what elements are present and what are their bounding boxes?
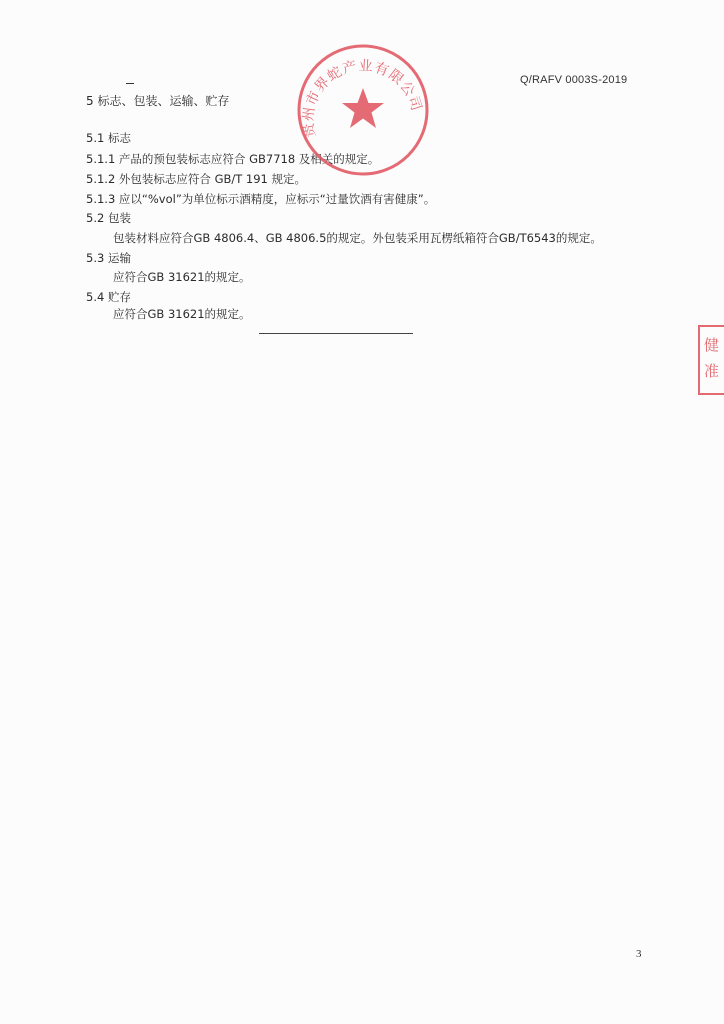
company-seal <box>293 40 433 180</box>
svg-text:健: 健 <box>704 336 720 354</box>
transport-text: 应符合GB 31621的规定。 <box>113 270 251 284</box>
page-number: 3 <box>636 948 642 960</box>
subsection-heading-packaging: 5.2 包装 <box>86 211 131 225</box>
seal-text: 贵州市界蛇产业有限公司 <box>300 58 425 139</box>
clause-5-1-3: 5.1.3 应以“%vol”为单位标示酒精度，应标示“过量饮酒有害健康”。 <box>86 192 436 206</box>
subsection-heading-storage: 5.4 贮存 <box>86 290 131 304</box>
clause-5-1-2: 5.1.2 外包装标志应符合 GB/T 191 规定。 <box>86 172 307 186</box>
subsection-heading-marking: 5.1 标志 <box>86 131 131 145</box>
subsection-heading-transport: 5.3 运输 <box>86 251 131 265</box>
end-rule <box>259 333 413 334</box>
svg-text:准: 准 <box>704 362 720 380</box>
packaging-text: 包装材料应符合GB 4806.4、GB 4806.5的规定。外包装采用瓦楞纸箱符合GB/T6543的规定。 <box>113 231 602 245</box>
clause-5-1-1: 5.1.1 产品的预包装标志应符合 GB7718 及相关的规定。 <box>86 152 380 166</box>
document-code: Q/RAFV 0003S-2019 <box>520 74 628 86</box>
edge-stamp <box>696 324 724 396</box>
section-title: 5 标志、包装、运输、贮存 <box>86 94 230 108</box>
seal-star-icon <box>342 88 384 128</box>
storage-text: 应符合GB 31621的规定。 <box>113 307 251 321</box>
dash-mark <box>126 83 134 84</box>
